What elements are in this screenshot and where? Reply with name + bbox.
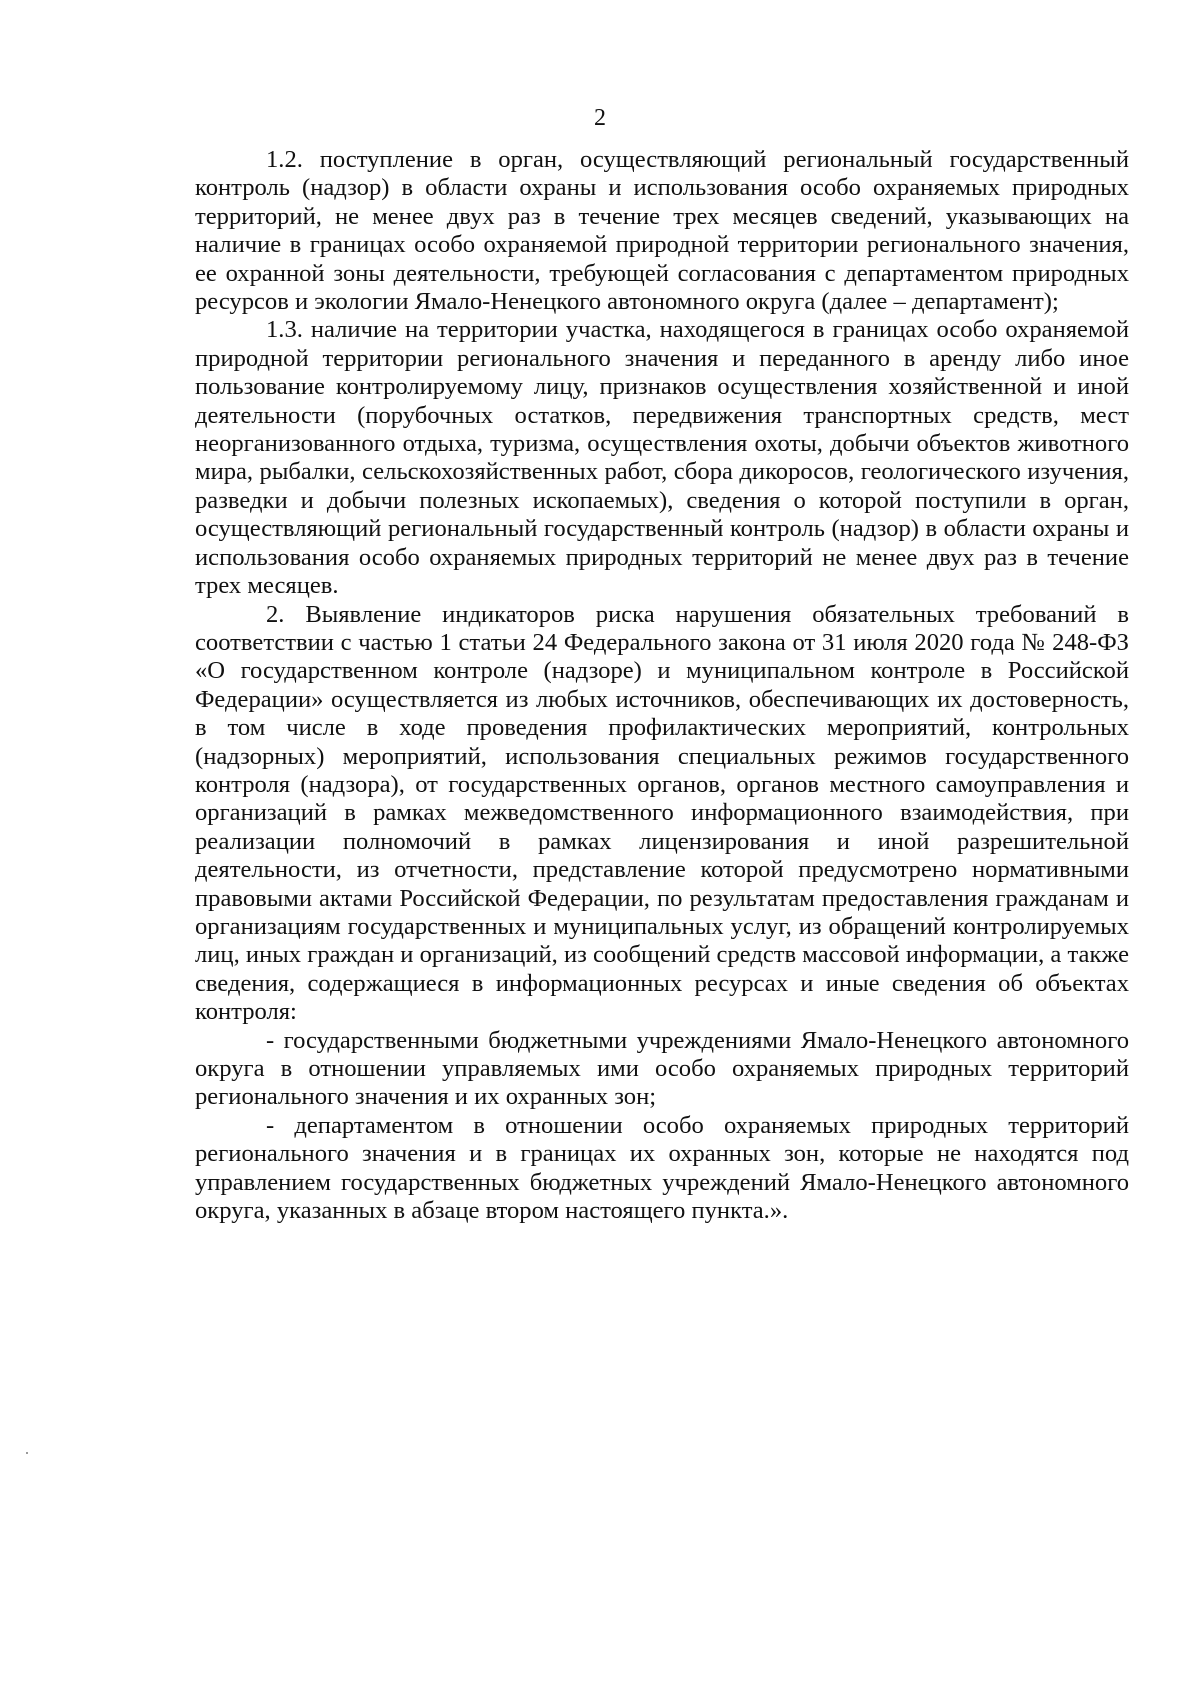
- scan-speck: [26, 1452, 28, 1454]
- paragraph-1-2: 1.2. поступление в орган, осуществляющий региональный государственный контроль (надзор) в области охраны и использования особо охраняемых природных территорий, не менее двух раз в течение трех месяцев сведений, указывающих на наличие в границах особо охраняемой природной территории регионального значения, ее охранной зоны деятельности, требующей согласования с департаментом природных ресурсов и экологии Ямало-Ненецкого автономного округа (далее – департамент);: [195, 146, 1129, 316]
- list-item-department: - департаментом в отношении особо охраняемых природных территорий регионального значения и в границах их охранных зон, которые не находятся под управлением государственных бюджетных учреждений Ямало-Ненецкого автономного округа, указанных в абзаце втором настоящего пункта.».: [195, 1111, 1129, 1225]
- list-item-budget-institutions: - государственными бюджетными учреждениями Ямало-Ненецкого автономного округа в отношении управляемых ими особо охраняемых природных территорий регионального значения и их охранных зон;: [195, 1026, 1129, 1111]
- page-number: 2: [594, 105, 606, 131]
- document-body: [195, 146, 1129, 1225]
- paragraph-1-3: 1.3. наличие на территории участка, находящегося в границах особо охраняемой природной территории регионального значения и переданного в аренду либо иное пользование контролируемому лицу, признаков осуществления хозяйственной и иной деятельности (порубочных остатков, передвижения транспортных средств, мест неорганизованного отдыха, туризма, осуществления охоты, добычи объектов животного мира, рыбалки, сельскохозяйственных работ, сбора дикоросов, геологического изучения, разведки и добычи полезных ископаемых), сведения о которой поступили в орган, осуществляющий региональный государственный контроль (надзор) в области охраны и использования особо охраняемых природных территорий не менее двух раз в течение трех месяцев.: [195, 316, 1129, 600]
- paragraph-2: 2. Выявление индикаторов риска нарушения обязательных требований в соответствии с частью 1 статьи 24 Федерального закона от 31 июля 2020 года № 248-ФЗ «О государственном контроле (надзоре) и муниципальном контроле в Российской Федерации» осуществляется из любых источников, обеспечивающих их достоверность, в том числе в ходе проведения профилактических мероприятий, контрольных (надзорных) мероприятий, использования специальных режимов государственного контроля (надзора), от государственных органов, органов местного самоуправления и организаций в рамках межведомственного информационного взаимодействия, при реализации полномочий в рамках лицензирования и иной разрешительной деятельности, из отчетности, представление которой предусмотрено нормативными правовыми актами Российской Федерации, по результатам предоставления гражданам и организациям государственных и муниципальных услуг, из обращений контролируемых лиц, иных граждан и организаций, из сообщений средств массовой информации, а также сведения, содержащиеся в информационных ресурсах и иные сведения об объектах контроля:: [195, 600, 1129, 1026]
